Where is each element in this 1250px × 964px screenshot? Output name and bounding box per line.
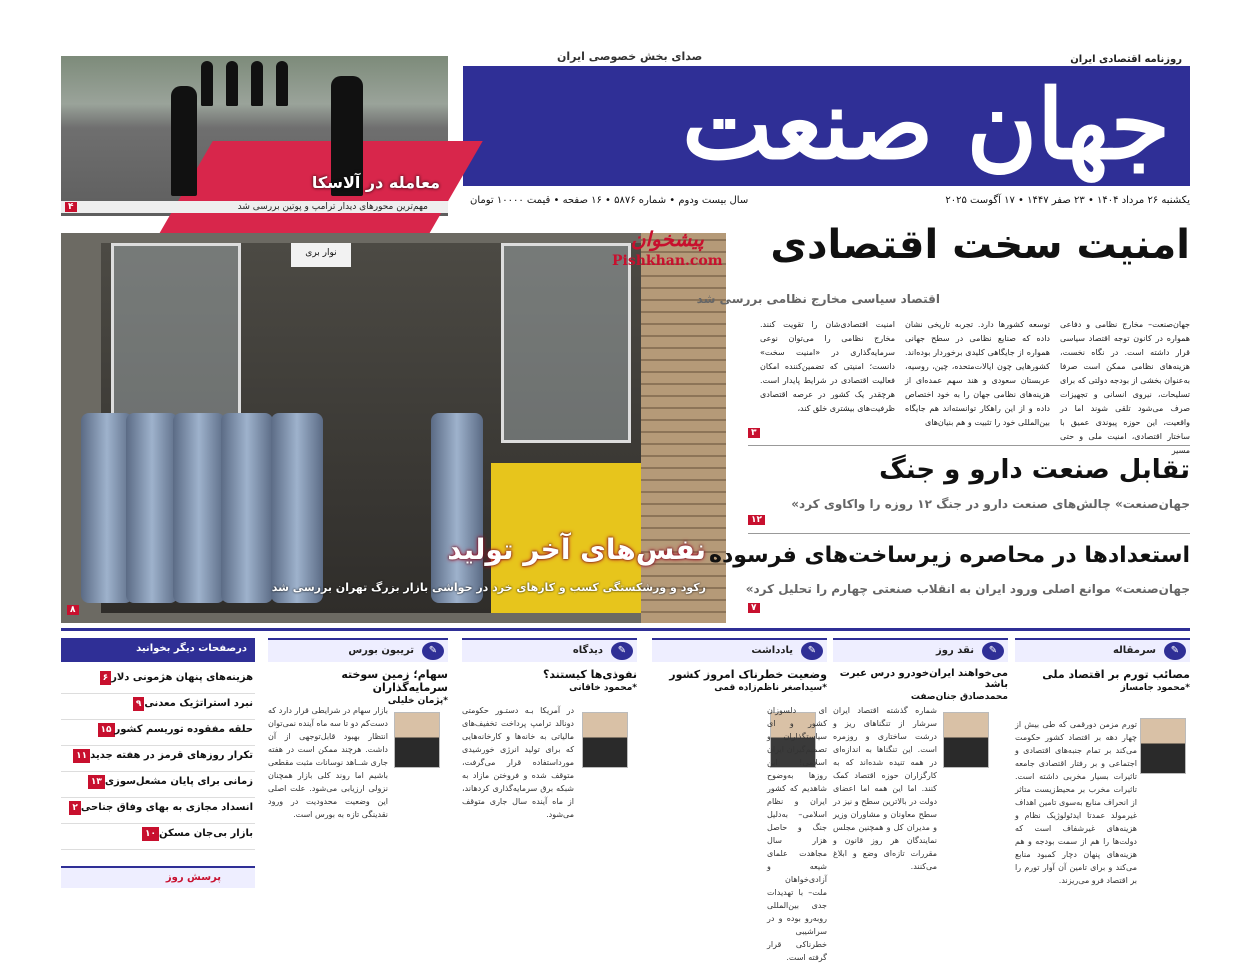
sidebar-item[interactable] (61, 798, 255, 824)
pen-icon: ✎ (801, 642, 823, 660)
column-section: نقد روز (936, 645, 974, 656)
lead-headline[interactable]: امنیت سخت اقتصادی (770, 222, 1190, 268)
page-badge: ۴ (65, 202, 77, 212)
figure-bg (276, 61, 288, 106)
page-badge: ۱۵ (98, 723, 115, 737)
page-badge: ۷ (748, 603, 760, 613)
column-body: شماره گذشته اقتصاد ایران سرشار از تنگناهای ریز و درشت ساختاری و روزمره است. این تنگناها به اندازه‌ای در همه تنیده شده‌اند که به کارگزاران حوزه اقتصاد کمک کنند. اما این همه اما اعضای دولت در بالاترین سطح و نیز در سطح معاونان و مشاوران وزیر و مدیران کل و همچنین مجلس نمایندگان هر روز قانون و مقررات تازه‌ای وضع و ابلاغ می‌کنند. (833, 706, 937, 871)
top-photo-subtitle-text: مهم‌ترین محورهای دیدار ترامپ و پوتین بررسی شد (237, 202, 428, 212)
sidebar-item[interactable] (61, 824, 255, 850)
page-badge: ۱۲ (748, 515, 765, 525)
pen-icon: ✎ (611, 642, 633, 660)
pen-icon: ✎ (982, 642, 1004, 660)
sidebar-header: درصفحات دیگر بخوانید (61, 638, 255, 662)
page-badge: ۱۰ (142, 827, 159, 841)
page-badge: ۸ (67, 605, 79, 615)
column-bourse[interactable] (268, 638, 448, 891)
sidebar-item-label: هزینه‌های پنهان هژمونی دلار (111, 672, 253, 683)
column-title[interactable]: وضعیت خطرناک امروز کشور (669, 668, 827, 681)
sidebar-item-label: حلقه مفقوده توریسم کشور (114, 724, 253, 735)
divider (748, 445, 1190, 446)
lead-column-3: امنیت اقتصادی‌شان را تقویت کنند. مخارج نظامی را می‌توان نوعی سرمایه‌گذاری در «امنیت سخت» دانست؛ امنیتی که تضمین‌کننده امکان فعالیت اقتصادی در شرایط پایدار است. هرچقدر یک کشور در عرصه اقتصادی ظرفیت‌های بیشتری خلق کند، (760, 320, 895, 413)
column-body: در آمریکا بـه دستـور حکومتی دونالد ترامپ پرداخت تخفیف‌های مالیاتی به خانه‌ها و کارخانه‌هایی که برای تولید انرژی خورشیدی مورداستفاده قرار می‌گرفت، متوقف شده و فروختن مازاد به شبکه برق سرمایه‌گذاری کردهاند، از ماه آینده سال جاری متوقف می‌شود. (462, 706, 574, 819)
top-photo-subtitle (61, 201, 448, 213)
story3-subtitle: «جهان‌صنعت» موانع اصلی ورود ایران به انقلاب صنعتی چهارم را تحلیل کرد (745, 582, 1190, 596)
story2-subtitle: «جهان‌صنعت» چالش‌های صنعت دارو در جنگ ۱۲ روزه را واکاوی کرد (791, 497, 1190, 511)
section-rule (61, 628, 1190, 631)
column-section: تریبون بورس (348, 645, 414, 656)
column-section: سرمقاله (1112, 645, 1156, 656)
story3-headline[interactable]: استعدادها در محاصره زیرساخت‌های فرسوده (708, 543, 1190, 568)
column-author: محمدصادق جنان‌صفت (910, 692, 1008, 702)
pen-icon: ✎ (422, 642, 444, 660)
column-title[interactable]: سهام؛ زمین سوخته سرمایه‌گذاران (341, 668, 448, 694)
top-photo-title[interactable]: معامله در آلاسکا (311, 173, 440, 192)
daily-question-label: پرسش روز (165, 872, 221, 883)
column-header (268, 638, 448, 662)
watermark-site: Pishkhan.com (612, 253, 723, 269)
column-header (1015, 638, 1190, 662)
fabric-roll (431, 413, 483, 603)
column-editorial[interactable] (1015, 638, 1190, 891)
author-portrait (582, 712, 628, 768)
page-badge: ۳ (748, 428, 760, 438)
sidebar-item[interactable] (61, 746, 255, 772)
sidebar-item[interactable] (61, 694, 255, 720)
shop-sign: نوار بری (291, 243, 351, 267)
figure-bg (201, 61, 213, 106)
sidebar-item-label: تکرار روزهای قرمز در هفته جدید (90, 750, 253, 761)
column-header (652, 638, 827, 662)
date-info: یکشنبه ۲۶ مرداد ۱۴۰۴ • ۲۳ صفر ۱۴۴۷ • ۱۷ آگوست ۲۰۲۵ (945, 195, 1190, 206)
column-author: پژمان خلیلی* (387, 696, 448, 706)
column-author: محمود خاقانی* (569, 683, 637, 693)
main-photo-subtitle: رکود و ورشکستگی کسب و کارهای خرد در حواشی بازار بزرگ تهران بررسی شد (271, 581, 706, 594)
author-portrait (394, 712, 440, 768)
sidebar-item-label: زمانی برای پایان مشعل‌سوزی (104, 776, 253, 787)
daily-question-header[interactable] (61, 866, 255, 888)
column-viewpoint[interactable] (462, 638, 637, 891)
author-portrait (943, 712, 989, 768)
author-portrait (1140, 718, 1186, 774)
lead-column-2: توسعه کشورها دارد. تجربه تاریخی نشان داده که صنایع نظامی در سطح جهانی همواره از جایگاهی کلیدی برخوردار بوده‌اند. کشورهایی چون ایالات‌متحده، چین، روسیه، عربستان سعودی و هند سهم عمده‌ای از هزینه‌های نظامی جهان را به خود اختصاص داده و از این راهکار توانسته‌اند هم جایگاه بین‌المللی خود را تثبیت و هم بنیان‌های (905, 320, 1050, 427)
column-author: سیداصغر ناظم‌زاده قمی* (714, 683, 827, 693)
sidebar-list (61, 668, 255, 850)
page-badge: ۶ (100, 671, 112, 685)
sidebar-item[interactable] (61, 720, 255, 746)
divider (748, 533, 1190, 534)
column-note[interactable] (652, 638, 827, 962)
lead-subtitle: اقتصاد سیاسی مخارج نظامی بررسی شد (696, 292, 940, 306)
column-header (833, 638, 1008, 662)
column-title[interactable]: نفوذی‌ها کیستند؟ (542, 668, 637, 681)
page-badge: ۱۱ (73, 749, 90, 763)
sidebar-item[interactable] (61, 772, 255, 798)
column-header (462, 638, 637, 662)
column-body: بازار سهام در شرایطی قرار دارد که دست‌کم دو تا سه ماه آینده نمی‌توان انتظار بهبود قابل‌توجهی از آن داشت. هرچند ممکن است در هفته جاری شــاهد نوسانات مثبت مقطعی باشیم اما روند کلی بازار همچنان نزولی ارزیابی می‌شود. علت اصلی این وضعیت محدودیت در ورود نقدینگی تازه به بورس است. (267, 706, 388, 819)
column-body: ای دلسوزان کشور و ای سیاستگذاران و تصمیم‌گیران ایران اسلامی! این روزها به‌وضوح شاهدیم که کشور ایران و نظام اسلامی– به‌دلیل جنگ و حاصل هزار سال مجاهدت علمای شیعه و آزادی‌خواهان ملت– با تهدیدات جدی بین‌المللی روبه‌رو بوده و در سراشیبی خطرناکی قرار گرفته است. (767, 706, 827, 962)
watermark-logo (612, 228, 723, 272)
sidebar-item-label: بازار بی‌جان مسکن (159, 828, 253, 839)
masthead-title: جهان صنعت (682, 68, 1170, 181)
sidebar-item[interactable] (61, 668, 255, 694)
masthead-subtitle: صدای بخش خصوصی ایران (553, 50, 706, 63)
page-badge: ۱۳ (88, 775, 105, 789)
column-title[interactable]: می‌خواهند ایران‌خودرو درس عبرت باشد (839, 668, 1008, 690)
masthead (463, 50, 1190, 191)
column-critique[interactable] (833, 638, 1008, 891)
story2-headline[interactable]: تقابل صنعت دارو و جنگ (879, 455, 1190, 485)
column-section: دیدگاه (572, 645, 603, 656)
fabric-roll (221, 413, 273, 603)
glass-cabinet (501, 243, 631, 443)
figure-bg (226, 61, 238, 106)
column-body: تورم مزمن دورقمی که طی بیش از چهار دهه بر اقتصاد کشور حکومت می‌کند بر تمام جنبه‌های اقتصادی و اجتماعی و بر رفتار اقتصادی جامعه تاثیرات بسیار مخربی داشته است. تاثیرات مخرب بر محیط‌زیست متاثر از انحراف منابع به‌سوی تامین اهداف غیرمولد عمدتا ایدئولوژیک نظام و هزینه‌های غیرشفاف است که دولت‌ها را هم از سمت بودجه و هم هزینه‌های پنهان دچار کمبود منابع می‌کند و برای تامین آن آوار تورم را بر اقتصاد فرو می‌ریزند. (1015, 720, 1137, 885)
main-photo-title[interactable]: نفس‌های آخر تولید (447, 533, 706, 566)
lead-column-1: جهان‌صنعت– مخارج نظامی و دفاعی همواره در کانون توجه اقتصاد سیاسی قرار داشته است. در نگاه نخست، هزینه‌های نظامی ممکن است صرفا به‌عنوان بخشی از بودجه دولتی که برای تسلیحات، نیروی انسانی و تجهیزات صرف می‌شود تلقی شوند اما در واقعیت، این حوزه پیوندی عمیق با ساختار اقتصادی، امنیت ملی و حتی مسیر (1060, 320, 1190, 455)
page-badge: ۲ (69, 801, 81, 815)
fabric-roll (126, 413, 178, 603)
masthead-tagline: روزنامه اقتصادی ایران (1066, 54, 1186, 65)
column-author: محمود جامساز* (1120, 683, 1190, 693)
fabric-roll (271, 413, 323, 603)
top-photo[interactable] (61, 56, 448, 216)
issue-info: سال بیست ودوم • شماره ۵۸۷۶ • ۱۶ صفحه • قیمت ۱۰۰۰۰ تومان (470, 195, 749, 206)
sidebar-item-label: نبرد استراتژیک معدنی (144, 698, 253, 709)
main-photo[interactable] (61, 233, 726, 623)
dateline (470, 195, 1190, 211)
column-section: یادداشت (751, 645, 793, 656)
pen-icon: ✎ (1164, 642, 1186, 660)
fabric-roll (173, 413, 225, 603)
sidebar-item-label: انسداد مجازی به بهای وفاق جناحی (80, 802, 253, 813)
figure-left (171, 86, 197, 196)
column-title[interactable]: مصائب تورم بر اقتصاد ملی (1042, 668, 1190, 681)
figure-bg (251, 61, 263, 106)
page-badge: ۹ (133, 697, 145, 711)
watermark-name: پیشخوان (630, 227, 704, 251)
